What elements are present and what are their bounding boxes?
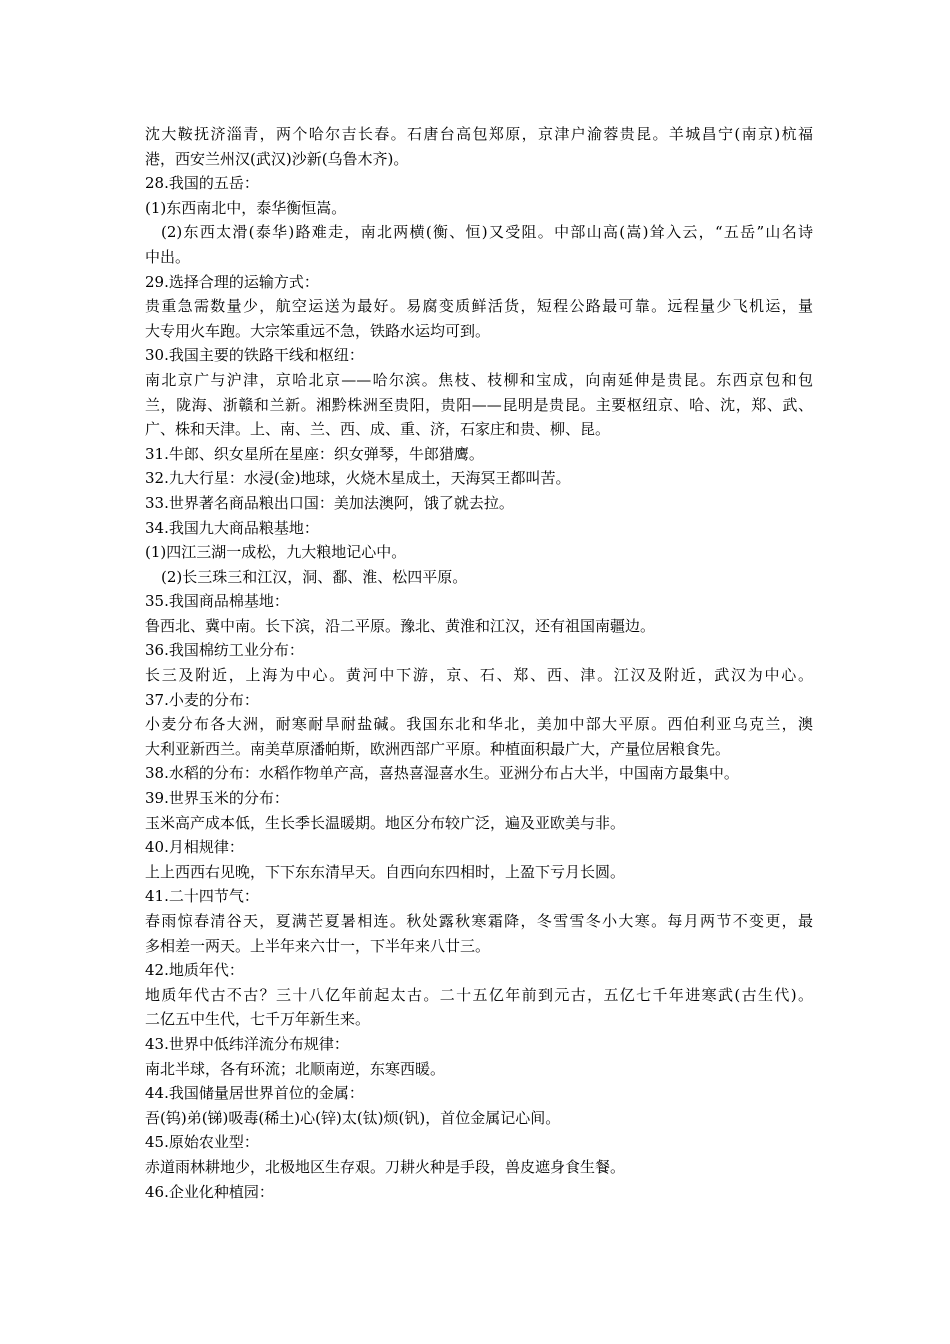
text-line: 二亿五中生代，七千万年新生来。: [145, 1010, 371, 1029]
text-line: 35.我国商品棉基地：: [145, 592, 289, 611]
text-line: 42.地质年代：: [145, 961, 244, 980]
text-line: 地质年代古不古？三十八亿年前起太古。二十五亿年前到元古，五亿七千年进寒武(古生代)。: [145, 985, 813, 1004]
text-line: 赤道雨林耕地少，北极地区生存艰。刀耕火种是手段，兽皮遮身食生餐。: [145, 1157, 626, 1176]
document-body: [145, 122, 813, 1204]
text-line: 44.我国储量居世界首位的金属：: [145, 1084, 364, 1103]
text-line: 长三及附近，上海为中心。黄河中下游，京、石、郑、西、津。江汉及附近，武汉为中心。: [145, 666, 813, 685]
text-line: 大利亚新西兰。南美草原潘帕斯，欧洲西部广平原。种植面积最广大，产量位居粮食先。: [145, 739, 731, 758]
text-line: (1)四江三湖一成松，九大粮地记心中。: [145, 543, 407, 562]
text-line: 大专用火车跑。大宗笨重远不急，铁路水运均可到。: [145, 321, 491, 340]
text-line: 33.世界著名商品粮出口国：美加法澳阿，饿了就去拉。: [145, 493, 514, 512]
text-line: 多相差一两天。上半年来六廿一，下半年来八廿三。: [145, 936, 491, 955]
text-line: 上上西西右见晚，下下东东清早天。自西向东四相时，上盈下亏月长圆。: [145, 862, 626, 881]
text-line: 39.世界玉米的分布：: [145, 789, 289, 808]
text-line: 兰，陇海、浙赣和兰新。湘黔株洲至贵阳，贵阳——昆明是贵昆。主要枢纽京、哈、沈，郑、武、: [145, 395, 813, 414]
text-line: 南北京广与沪津，京哈北京——哈尔滨。焦枝、枝柳和宝成，向南延伸是贵昆。东西京包和包: [145, 370, 813, 389]
text-line: 34.我国九大商品粮基地：: [145, 518, 319, 537]
text-line: 港，西安兰州汉(武汉)沙新(乌鲁木齐)。: [145, 149, 409, 168]
text-line: 中出。: [145, 247, 191, 266]
text-line: 36.我国棉纺工业分布：: [145, 641, 304, 660]
text-line: 鲁西北、冀中南。长下滨，沿二平原。豫北、黄淮和江汉，还有祖国南疆边。: [145, 616, 656, 635]
text-line: 29.选择合理的运输方式：: [145, 272, 319, 291]
text-line: 32.九大行星：水浸(金)地球，火烧木星成土，天海冥王都叫苦。: [145, 469, 571, 488]
text-line: 28.我国的五岳：: [145, 174, 259, 193]
text-line: (2)长三珠三和江汉，洞、鄱、淮、松四平原。: [161, 567, 468, 586]
text-line: 小麦分布各大洲，耐寒耐旱耐盐碱。我国东北和华北，美加中部大平原。西伯利亚乌克兰，澳: [145, 715, 813, 734]
text-line: 南北半球，各有环流；北顺南逆，东寒西暖。: [145, 1059, 446, 1078]
text-line: 43.世界中低纬洋流分布规律：: [145, 1034, 349, 1053]
text-line: 玉米高产成本低，生长季长温暖期。地区分布较广泛，遍及亚欧美与非。: [145, 813, 626, 832]
text-line: 30.我国主要的铁路干线和枢纽：: [145, 346, 364, 365]
text-line: 广、株和天津。上、南、兰、西、成、重、济，石家庄和贵、柳、昆。: [145, 420, 611, 439]
text-line: 贵重急需数量少，航空运送为最好。易腐变质鲜活货，短程公路最可靠。远程量少飞机运，量: [145, 297, 813, 316]
text-line: 40.月相规律：: [145, 838, 244, 857]
text-line: 45.原始农业型：: [145, 1133, 259, 1152]
text-line: 46.企业化种植园：: [145, 1182, 274, 1201]
text-line: (1)东西南北中，泰华衡恒嵩。: [145, 198, 347, 217]
text-line: 31.牛郎、织女星所在星座：织女弹琴，牛郎猎鹰。: [145, 444, 484, 463]
text-line: 37.小麦的分布：: [145, 690, 259, 709]
text-line: 春雨惊春清谷天，夏满芒夏暑相连。秋处露秋寒霜降，冬雪雪冬小大寒。每月两节不变更，最: [145, 912, 813, 930]
text-line: 沈大鞍抚济淄青，两个哈尔吉长春。石唐台高包郑原，京津户渝蓉贵昆。羊城昌宁(南京)杭福: [145, 125, 813, 143]
text-line: 38.水稻的分布：水稻作物单产高，喜热喜湿喜水生。亚洲分布占大半，中国南方最集中。: [145, 764, 739, 783]
text-line: 41.二十四节气：: [145, 887, 259, 906]
text-line: 吾(钨)弟(锑)吸毒(稀土)心(锌)太(钛)烦(钒)，首位金属记心间。: [145, 1108, 561, 1127]
text-line: (2)东西太滑(泰华)路难走，南北两横(衡、恒)又受阻。中部山高(嵩)耸入云，“五岳”山名诗: [161, 223, 813, 242]
